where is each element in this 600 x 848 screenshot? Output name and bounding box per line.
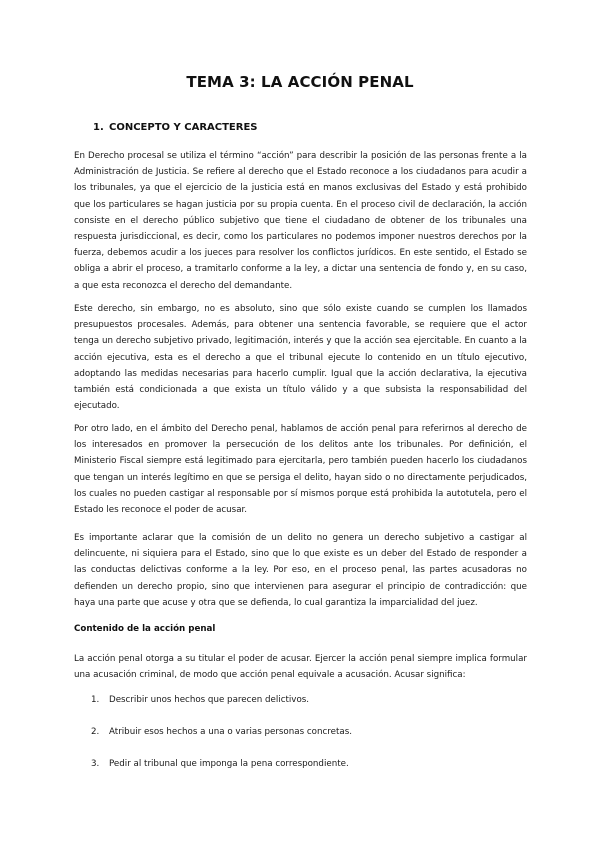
paragraph-2: Este derecho, sin embargo, no es absoluto, sino que sólo existe cuando se cumplen los llamados presupuestos procesales. Además, para obtener una sentencia favorable, se requiere que el actor tenga un derecho subjetivo privado, legitimación, interés y que la acción sea ejercitable. En cuanto a la acción ejecutiva, esta es el derecho a que el tribunal ejecute lo contenido en un título ejecutivo, adoptando las medidas necesarias para hacerlo cumplir. Igual que la acción declarativa, la ejecutiva también está condicionada a que exista un título válido y a que subsista la responsabilidad del ejecutado. <box>74 304 527 412</box>
subheading: Contenido de la acción penal <box>74 624 216 634</box>
list-text: Atribuir esos hechos a una o varias personas concretas. <box>109 727 352 737</box>
section-heading-text: CONCEPTO Y CARACTERES <box>109 122 258 133</box>
list-number: 3. <box>91 759 100 769</box>
section-number: 1. <box>93 122 104 133</box>
list-number: 2. <box>91 727 100 737</box>
paragraph-4: Es importante aclarar que la comisión de un delito no genera un derecho subjetivo a castigar al delincuente, ni siquiera para el Estado, sino que lo que existe es un deber del Estado de responder a las conductas delictivas conforme a la ley. Por eso, en el proceso penal, las partes acusadoras no defienden un derecho propio, sino que intervienen para asegurar el principio de contradicción: que haya una parte que acuse y otra que se defienda, lo cual garantiza la imparcialidad del juez. <box>74 533 527 608</box>
list-text: Describir unos hechos que parecen delictivos. <box>109 695 310 705</box>
list-number: 1. <box>91 695 100 705</box>
paragraph-1: En Derecho procesal se utiliza el término “acción” para describir la posición de las personas frente a la Administración de Justicia. Se refiere al derecho que el Estado reconoce a los ciudadanos para acudir a los tribunales, ya que el ejercicio de la justicia está en manos exclusivas del Estado y está prohibido que los particulares se hagan justicia por su propia cuenta. En el proceso civil de declaración, la acción consiste en el derecho público subjetivo que tiene el ciudadano de obtener de los tribunales una respuesta jurisdiccional, es decir, como los particulares no podemos imponer nuestros derechos por la fuerza, debemos acudir a los jueces para resolver los conflictos jurídicos. En este sentido, el Estado se obliga a abrir el proceso, a tramitarlo conforme a la ley, a dictar una sentencia de fondo y, en su caso, a que esta reconozca el derecho del demandante. <box>74 151 527 291</box>
list-item <box>91 759 349 769</box>
list-item <box>91 695 309 705</box>
list-item <box>91 727 352 737</box>
section-heading <box>93 122 257 133</box>
page-title: TEMA 3: LA ACCIÓN PENAL <box>186 73 414 91</box>
content-paragraph: La acción penal otorga a su titular el poder de acusar. Ejercer la acción penal siempre implica formular una acusación criminal, de modo que acción penal equivale a acusación. Acusar significa: <box>74 654 527 681</box>
paragraph-3: Por otro lado, en el ámbito del Derecho penal, hablamos de acción penal para referirnos al derecho de los interesados en promover la persecución de los delitos ante los tribunales. Por definición, el Ministerio Fiscal siempre está legitimado para ejercitarla, pero también pueden hacerlo los ciudadanos que tengan un interés legítimo en que se persiga el delito, hayan sido o no directamente perjudicados, los cuales no pueden castigar al responsable por sí mismos porque está prohibida la autotutela, pero el Estado les reconoce el poder de acusar. <box>74 424 527 516</box>
list-text: Pedir al tribunal que imponga la pena correspondiente. <box>109 759 349 769</box>
